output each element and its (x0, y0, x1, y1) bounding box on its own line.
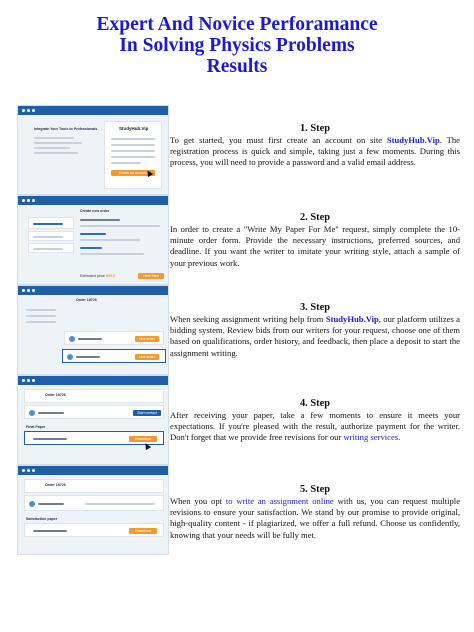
step-text: In order to create a "Write My Paper For Me" request, simply complete the 10-minute order form. Provide the necessary instructions, preferred sources, and deadline. If you want the writer to imitate your writing style, attach a sample of your previous work. (170, 224, 460, 268)
s3-hire-writer-button-1[interactable]: Hire writer (135, 336, 159, 342)
step4-screenshot (17, 375, 169, 465)
s1-brand: StudyHub.Vip (119, 126, 149, 131)
step3-screenshot (17, 285, 169, 375)
studyhub-link[interactable]: StudyHub.Vip (325, 314, 379, 324)
s1-heading: Integrate Your Tools to Professionals (34, 127, 98, 131)
s4-final-paper: Final Paper (26, 425, 46, 429)
studyhub-link[interactable]: StudyHub.Vip (386, 135, 440, 145)
write-assignment-link[interactable]: to write an assignment online (225, 496, 334, 506)
title-line-3: Results (206, 56, 268, 77)
s3-bid-card-2 (62, 349, 166, 363)
s4-start-contact-button[interactable]: Start contact (133, 410, 161, 416)
step1-screenshot (17, 105, 169, 195)
s3-order: Order 18726 (76, 298, 97, 302)
browser-bar (18, 466, 168, 475)
step-text: When you opt to write an assignment online with us, you can request multiple revisions to ensure your satisfaction. We stand by our promise to provide original, high-quality content - if plagiarized, we offer a full refund. Choose us confidently, knowing that your needs will be fully met. (170, 496, 461, 540)
s3-hire-writer-button-2[interactable]: Hire writer (135, 354, 159, 360)
step2-screenshot (17, 195, 169, 285)
s5-order: Order 18726 (45, 483, 66, 487)
s4-download-button[interactable]: Download (129, 436, 157, 442)
s4-order: Order 18726 (45, 393, 66, 397)
browser-bar (18, 106, 168, 115)
title-line-1: Expert And Novice Perforamance (96, 14, 378, 35)
step-heading: 3. Step (299, 302, 331, 313)
s2-price: $59.8 (106, 274, 115, 278)
s2-next-step-button[interactable]: Next Step (138, 273, 164, 279)
step-heading: 1. Step (299, 123, 331, 134)
browser-bar (18, 196, 168, 205)
avatar (29, 501, 35, 507)
avatar (69, 336, 75, 342)
avatar (29, 410, 35, 416)
step-text: After receiving your paper, take a few moments to ensure it meets your expectations. If you're pleased with the result, authorize payment for the writer. Don't forget that we provide free revisions for our writing services. (170, 410, 460, 443)
s2-price-label: Estimated price (80, 274, 105, 278)
step-5 (170, 484, 460, 541)
s5-download-button[interactable]: Download (129, 528, 157, 534)
browser-bar (18, 286, 168, 295)
s5-satisfaction: Satisfaction paper (26, 517, 58, 521)
step-heading: 2. Step (299, 212, 331, 223)
step-2 (170, 212, 460, 269)
s1-create-account-button[interactable]: Create an account (111, 170, 155, 176)
step-3 (170, 302, 460, 359)
page-title (0, 14, 474, 77)
step-1 (170, 123, 460, 169)
s2-heading: Create new order (80, 209, 110, 213)
s3-bid-card-1 (64, 331, 164, 345)
cursor-icon (167, 356, 169, 364)
step-heading: 5. Step (299, 484, 331, 495)
title-line-2: In Solving Physics Problems (119, 35, 355, 56)
s1-signup-card (104, 121, 162, 189)
step-heading: 4. Step (299, 398, 331, 409)
step-text: To get started, you must first create an account on site StudyHub.Vip. The registration process is quick and simple, taking just a few moments. During this process, you will need to provide a password and a valid email address. (170, 135, 460, 168)
step-4 (170, 398, 460, 444)
step-text: When seeking assignment writing help from StudyHub.Vip, our platform utilizes a bidding system. Review bids from our writers for your request, choose one of them based on qualifications, order history, and feedback, then place a deposit to start the assignment writing. (170, 314, 460, 358)
step5-screenshot (17, 465, 169, 555)
browser-bar (18, 376, 168, 385)
avatar (67, 354, 73, 360)
writing-services-link[interactable]: writing services (343, 432, 399, 443)
